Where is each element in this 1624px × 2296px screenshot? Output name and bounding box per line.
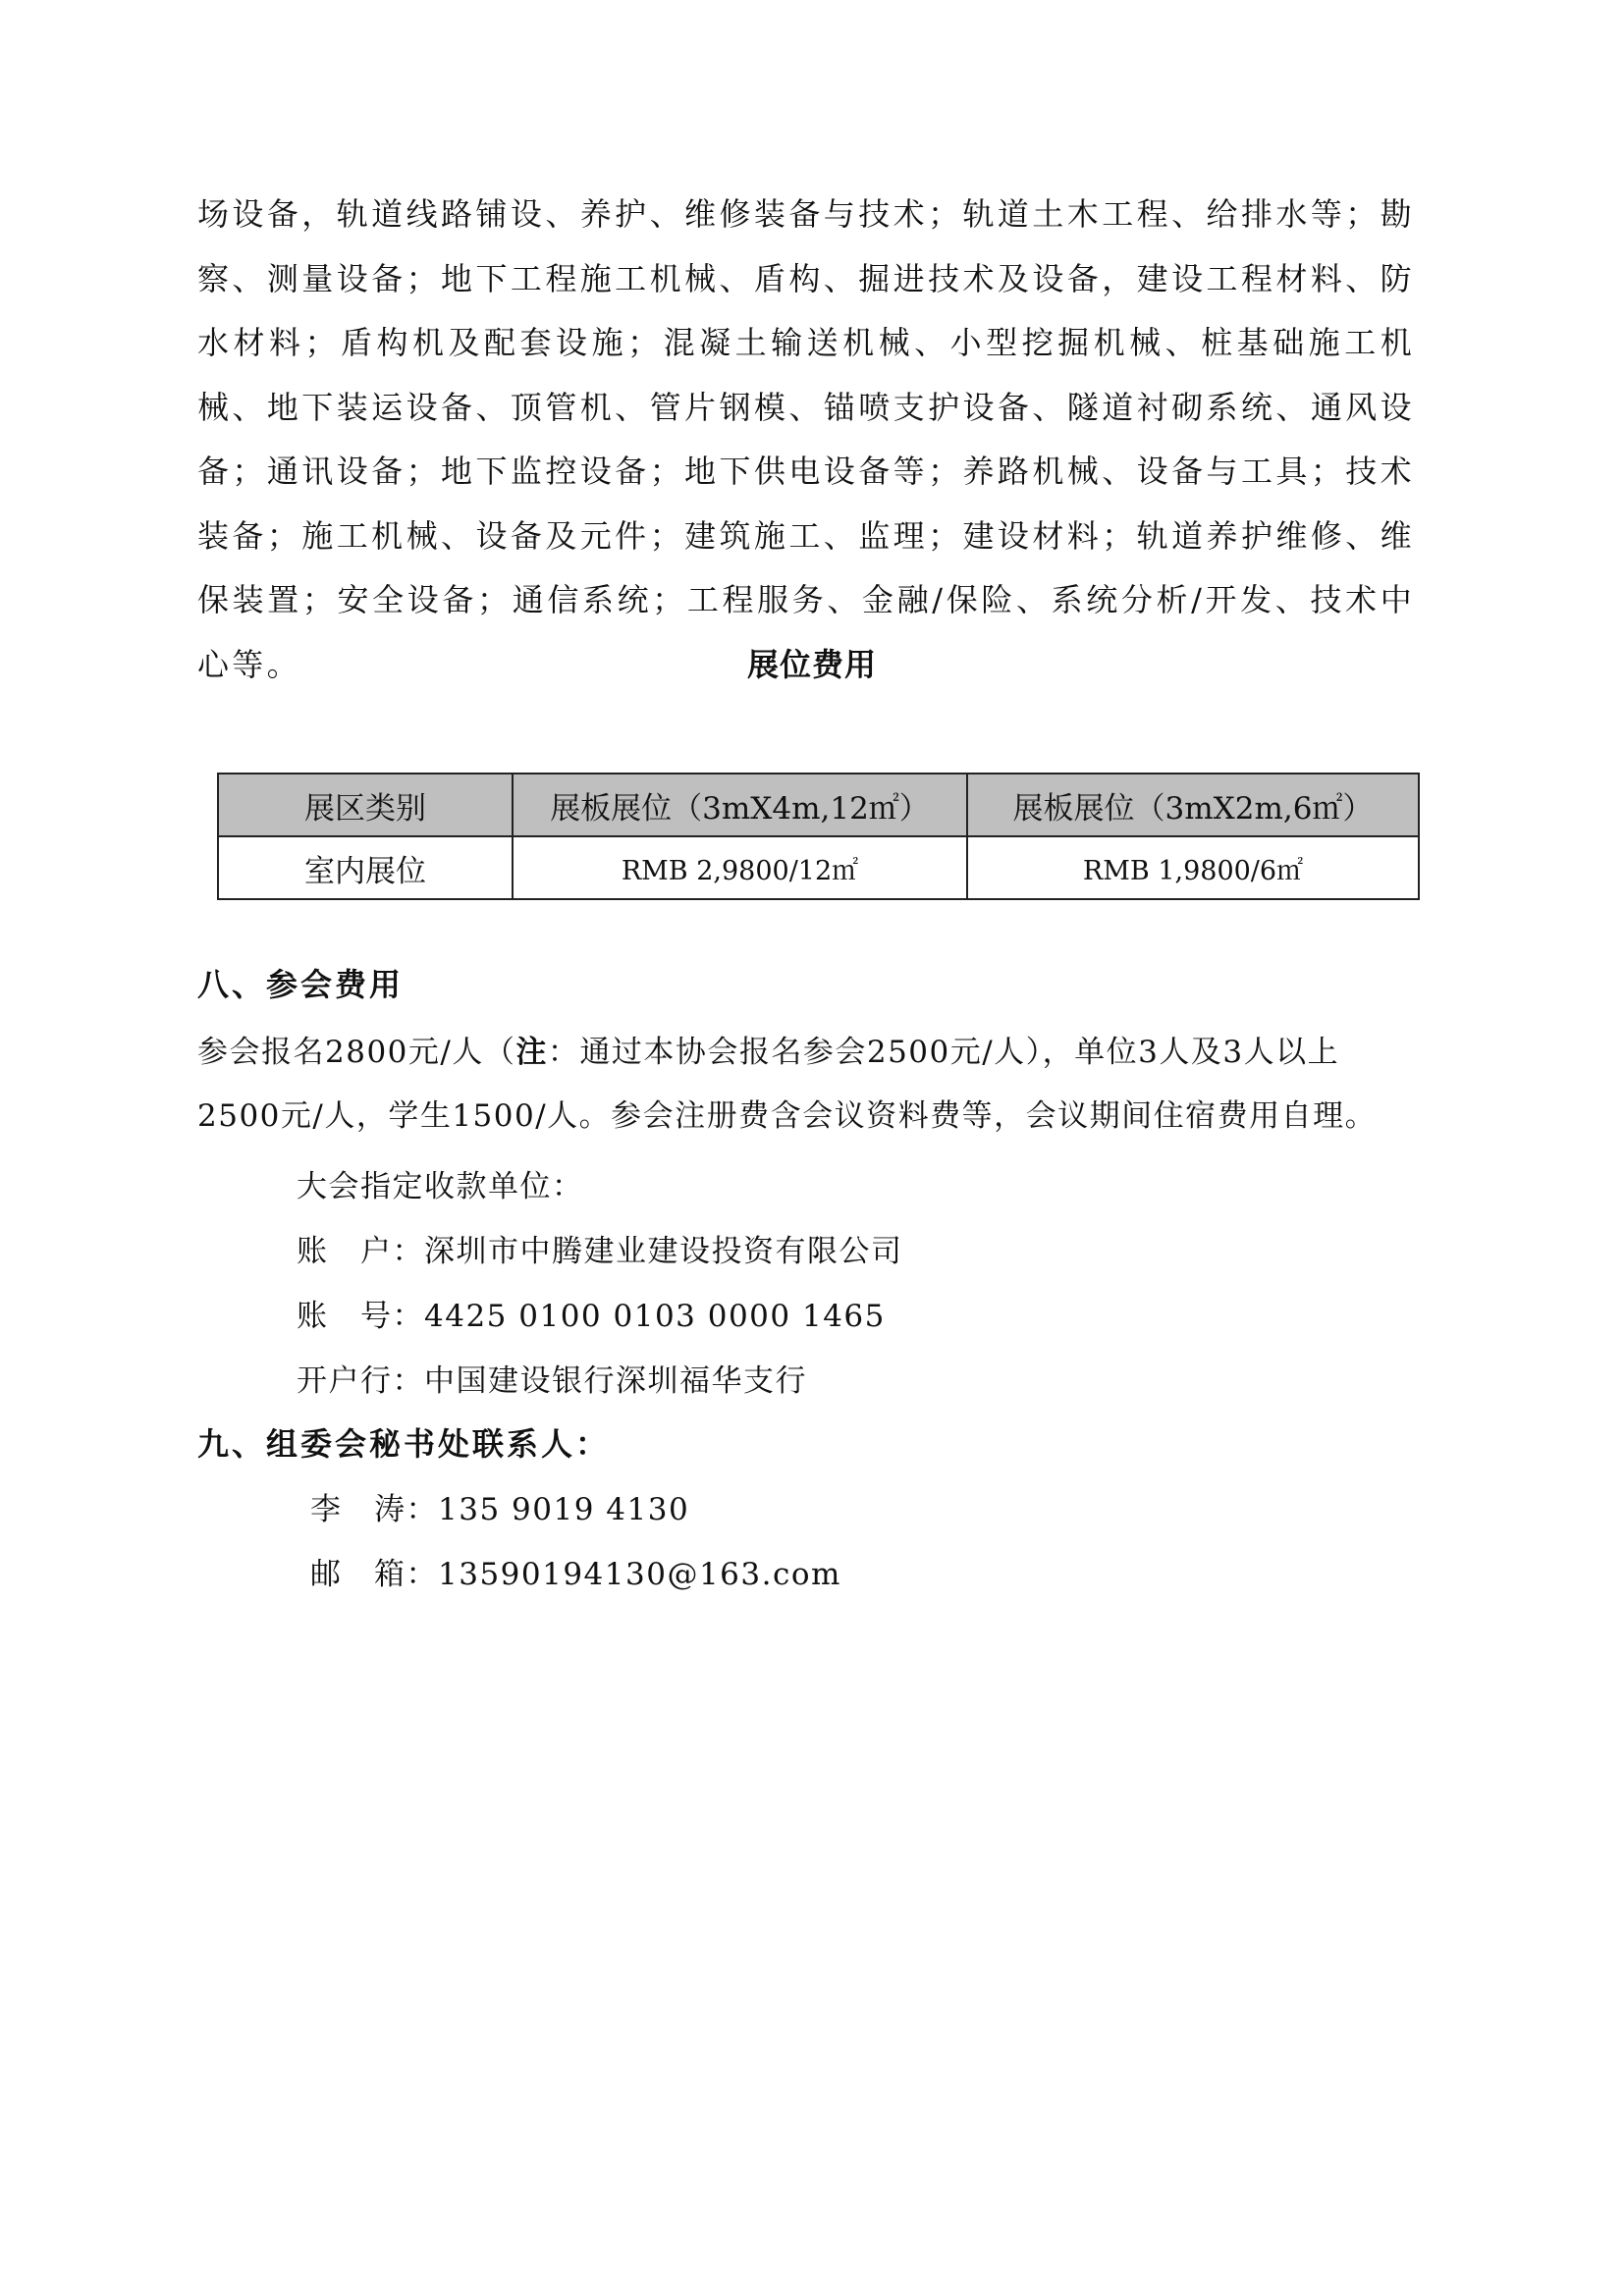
registration-fee-note: ：通过本协会报名参会2500元/人），单位3人及3人以上2500元/人，学生1500/人。参会注册费含会议资料费等，会议期间住宿费用自理。 bbox=[197, 1035, 1378, 1134]
account-number: 账 号：4425 0100 0103 0000 1465 bbox=[297, 1299, 886, 1334]
booth-fee-table bbox=[217, 773, 1420, 900]
section9-heading: 九、组委会秘书处联系人： bbox=[197, 1425, 611, 1463]
header-large-booth: 展板展位（3mX4m,12㎡） bbox=[513, 774, 967, 836]
note-label: 注 bbox=[515, 1035, 548, 1070]
header-small-booth: 展板展位（3mX2m,6㎡） bbox=[967, 774, 1419, 836]
registration-fee-text: 参会报名2800元/人（ bbox=[197, 1035, 516, 1070]
booth-fee-header-row bbox=[218, 774, 1419, 836]
exhibit-scope-paragraph: 场设备，轨道线路铺设、养护、维修装备与技术；轨道土木工程、给排水等；勘察、测量设备；地下工程施工机械、盾构、掘进技术及设备，建设工程材料、防水材料；盾构机及配套设施；混凝土输送机械、小型挖掘机械、桩基础施工机械、地下装运设备、顶管机、管片钢模、锚喷支护设备、隧道衬砌系统、通风设备；通讯设备；地下监控设备；地下供电设备等；养路机械、设备与工具；技术装备；施工机械、设备及元件；建筑施工、监理；建设材料；轨道养护维修、维保装置；安全设备；通信系统；工程服务、金融/保险、系统分析/开发、技术中心等。 bbox=[197, 195, 1415, 683]
cell-price-large: RMB 2,9800/12㎡ bbox=[513, 836, 967, 899]
registration-fee-paragraph bbox=[197, 1021, 1415, 1148]
contact-name: 李 涛：135 9019 4130 bbox=[310, 1492, 690, 1527]
contact-email: 邮 箱：13590194130@163.com bbox=[310, 1557, 841, 1592]
bank-name: 开户行：中国建设银行深圳福华支行 bbox=[297, 1363, 807, 1399]
cell-price-small: RMB 1,9800/6㎡ bbox=[967, 836, 1419, 899]
section8-heading: 八、参会费用 bbox=[197, 966, 405, 1003]
cell-category: 室内展位 bbox=[218, 836, 513, 899]
table-row bbox=[218, 836, 1419, 899]
account-name: 账 户：深圳市中腾建业建设投资有限公司 bbox=[297, 1234, 903, 1269]
payee-label: 大会指定收款单位： bbox=[297, 1169, 584, 1204]
header-category: 展区类别 bbox=[218, 774, 513, 836]
booth-fee-title: 展位费用 bbox=[746, 646, 877, 683]
